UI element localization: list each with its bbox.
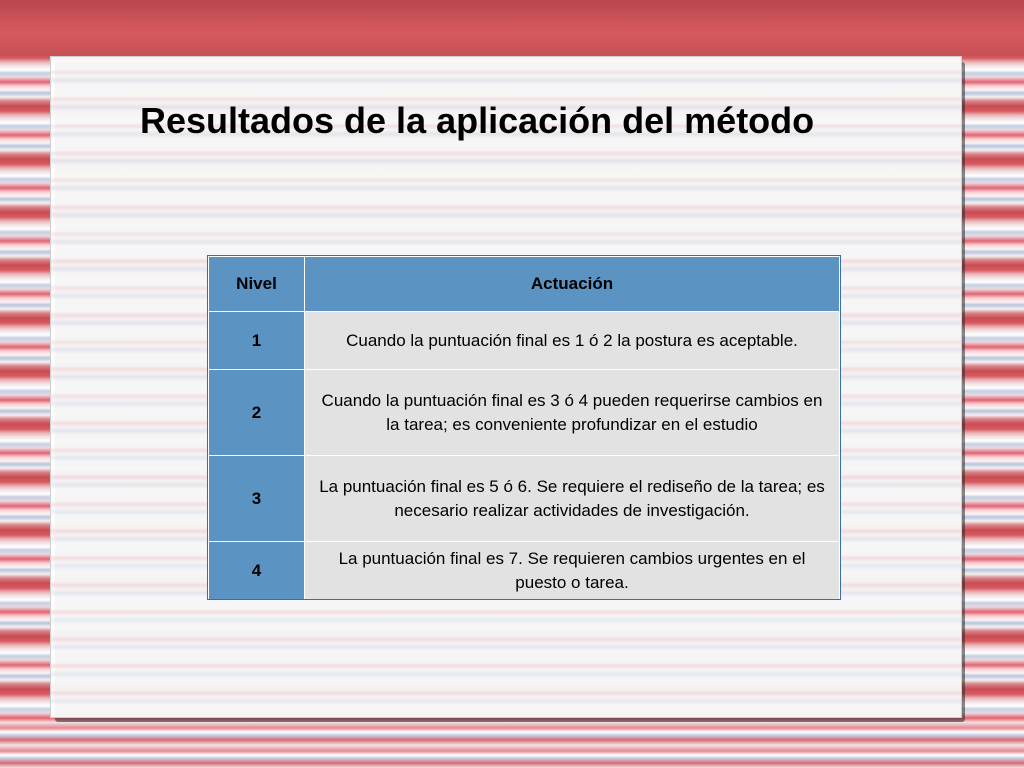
nivel-cell: 4 — [209, 542, 305, 600]
nivel-cell: 3 — [209, 456, 305, 542]
table-row — [209, 542, 840, 600]
actuacion-cell: La puntuación final es 7. Se requieren cambios urgentes en el puesto o tarea. — [305, 542, 840, 600]
nivel-cell: 1 — [209, 312, 305, 370]
table-row — [209, 312, 840, 370]
actuacion-cell: La puntuación final es 5 ó 6. Se requiere el rediseño de la tarea; es necesario realizar actividades de investigación. — [305, 456, 840, 542]
nivel-cell: 2 — [209, 370, 305, 456]
actuacion-cell: Cuando la puntuación final es 1 ó 2 la postura es aceptable. — [305, 312, 840, 370]
header-nivel: Nivel — [209, 257, 305, 312]
bottom-decorative-band — [0, 722, 1024, 768]
results-table — [208, 256, 840, 600]
top-decorative-band — [0, 0, 1024, 56]
table-row — [209, 456, 840, 542]
table-row — [209, 370, 840, 456]
table-header-row — [209, 257, 840, 312]
actuacion-cell: Cuando la puntuación final es 3 ó 4 pueden requerirse cambios en la tarea; es conveniente profundizar en el estudio — [305, 370, 840, 456]
header-actuacion: Actuación — [305, 257, 840, 312]
slide-title: Resultados de la aplicación del método — [140, 100, 815, 141]
